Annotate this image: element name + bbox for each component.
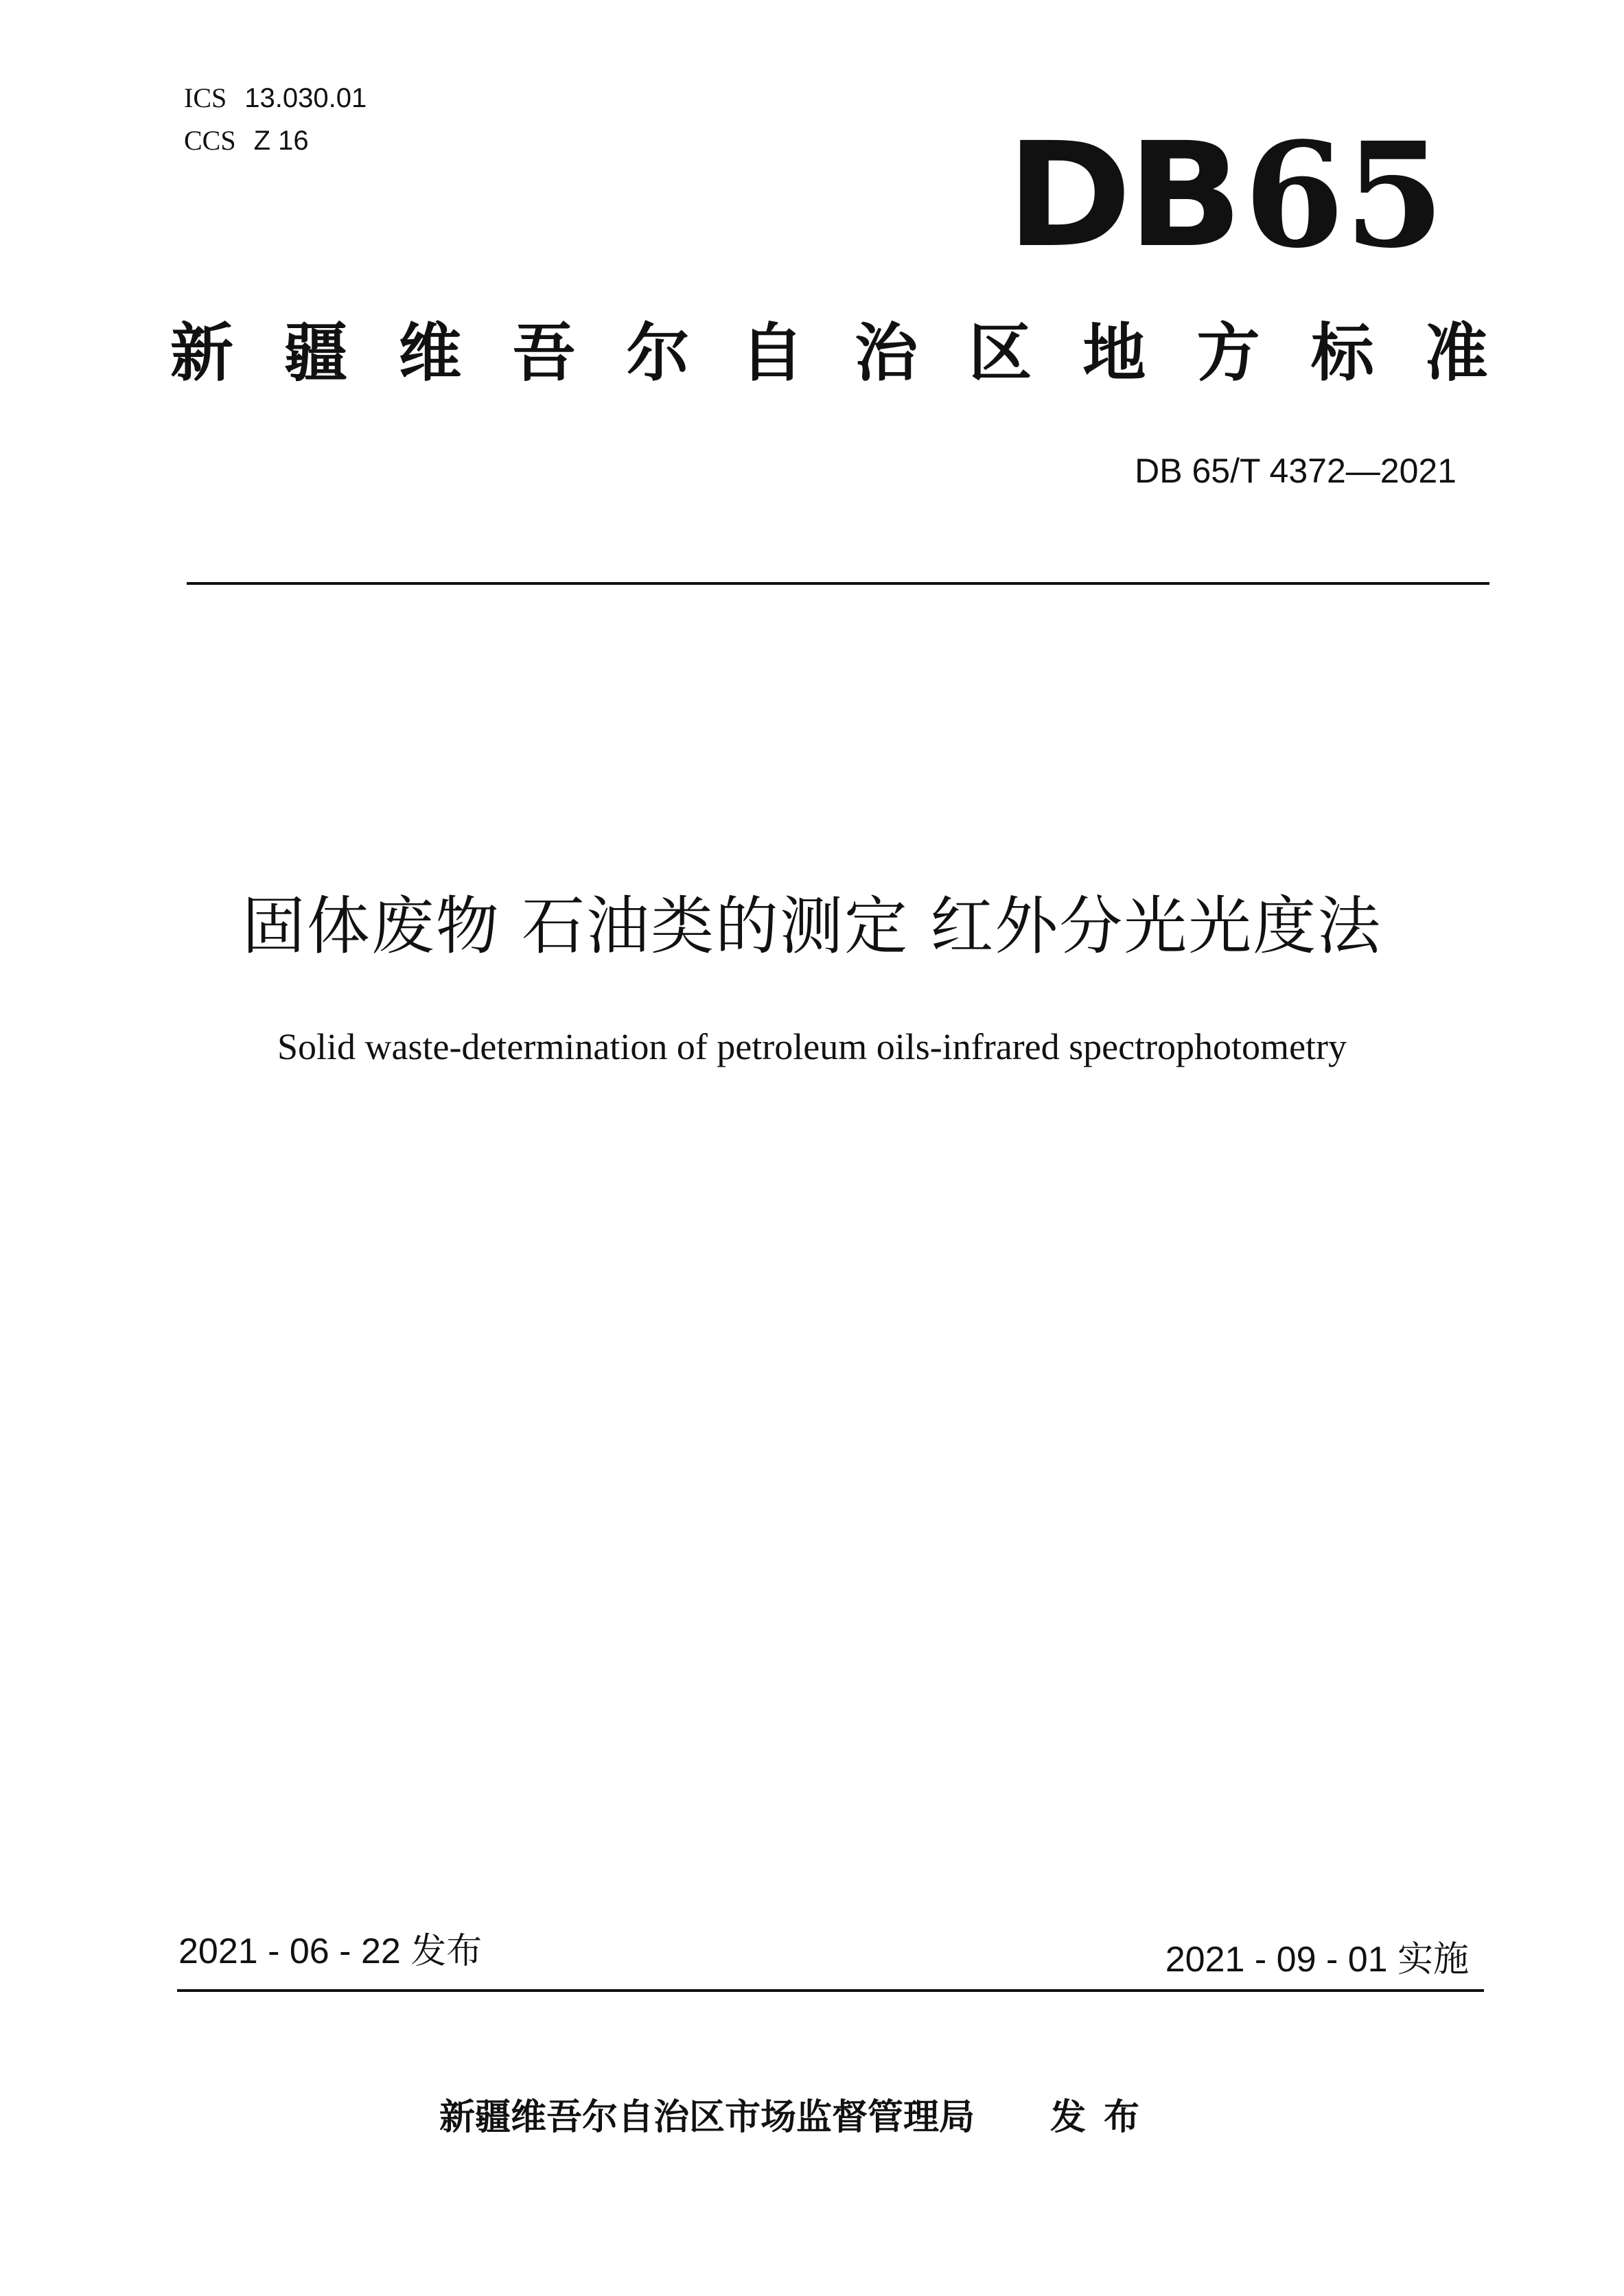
standard-number: DB 65/T 4372—2021 — [1135, 452, 1457, 490]
issuer-action: 发布 — [1050, 2097, 1158, 2138]
title-chinese: 固体废物 石油类的测定 红外分光光度法 — [242, 890, 1382, 963]
standard-type-char: 方 — [1196, 316, 1260, 390]
standard-type-char: 吾 — [512, 316, 576, 390]
logo-number: 65 — [1244, 111, 1445, 280]
standard-type-char: 尔 — [626, 316, 690, 390]
ics-row — [184, 77, 367, 119]
top-divider — [187, 582, 1489, 585]
ccs-value: Z 16 — [253, 126, 309, 156]
logo-prefix: DB — [1006, 111, 1239, 279]
issuer-name: 新疆维吾尔自治区市场监督管理局 — [439, 2097, 975, 2138]
standard-type-char: 疆 — [284, 316, 348, 390]
standard-type-char: 区 — [968, 316, 1032, 390]
standard-type-char: 自 — [740, 316, 804, 390]
standard-type-char: 地 — [1082, 316, 1146, 390]
ccs-row — [184, 119, 367, 162]
ics-label: ICS — [184, 82, 227, 113]
bottom-divider — [177, 1989, 1484, 1992]
ics-value: 13.030.01 — [244, 83, 367, 113]
issuer-line — [439, 2094, 1157, 2142]
classification-codes — [184, 77, 367, 162]
implementation-date: 2021 - 09 - 01 实施 — [1165, 1940, 1469, 1980]
db65-logo — [1006, 111, 1445, 280]
standard-type-heading — [170, 316, 1488, 391]
standard-type-char: 新 — [170, 316, 234, 390]
ccs-label: CCS — [184, 125, 236, 156]
standard-type-char: 维 — [398, 316, 462, 390]
standard-type-char: 标 — [1310, 316, 1374, 390]
title-english: Solid waste-determination of petroleum oils-infrared spectrophotometry — [277, 1026, 1347, 1067]
standard-type-char: 治 — [855, 316, 918, 390]
publish-date: 2021 - 06 - 22 发布 — [178, 1932, 483, 1971]
standard-type-char: 准 — [1424, 316, 1488, 390]
